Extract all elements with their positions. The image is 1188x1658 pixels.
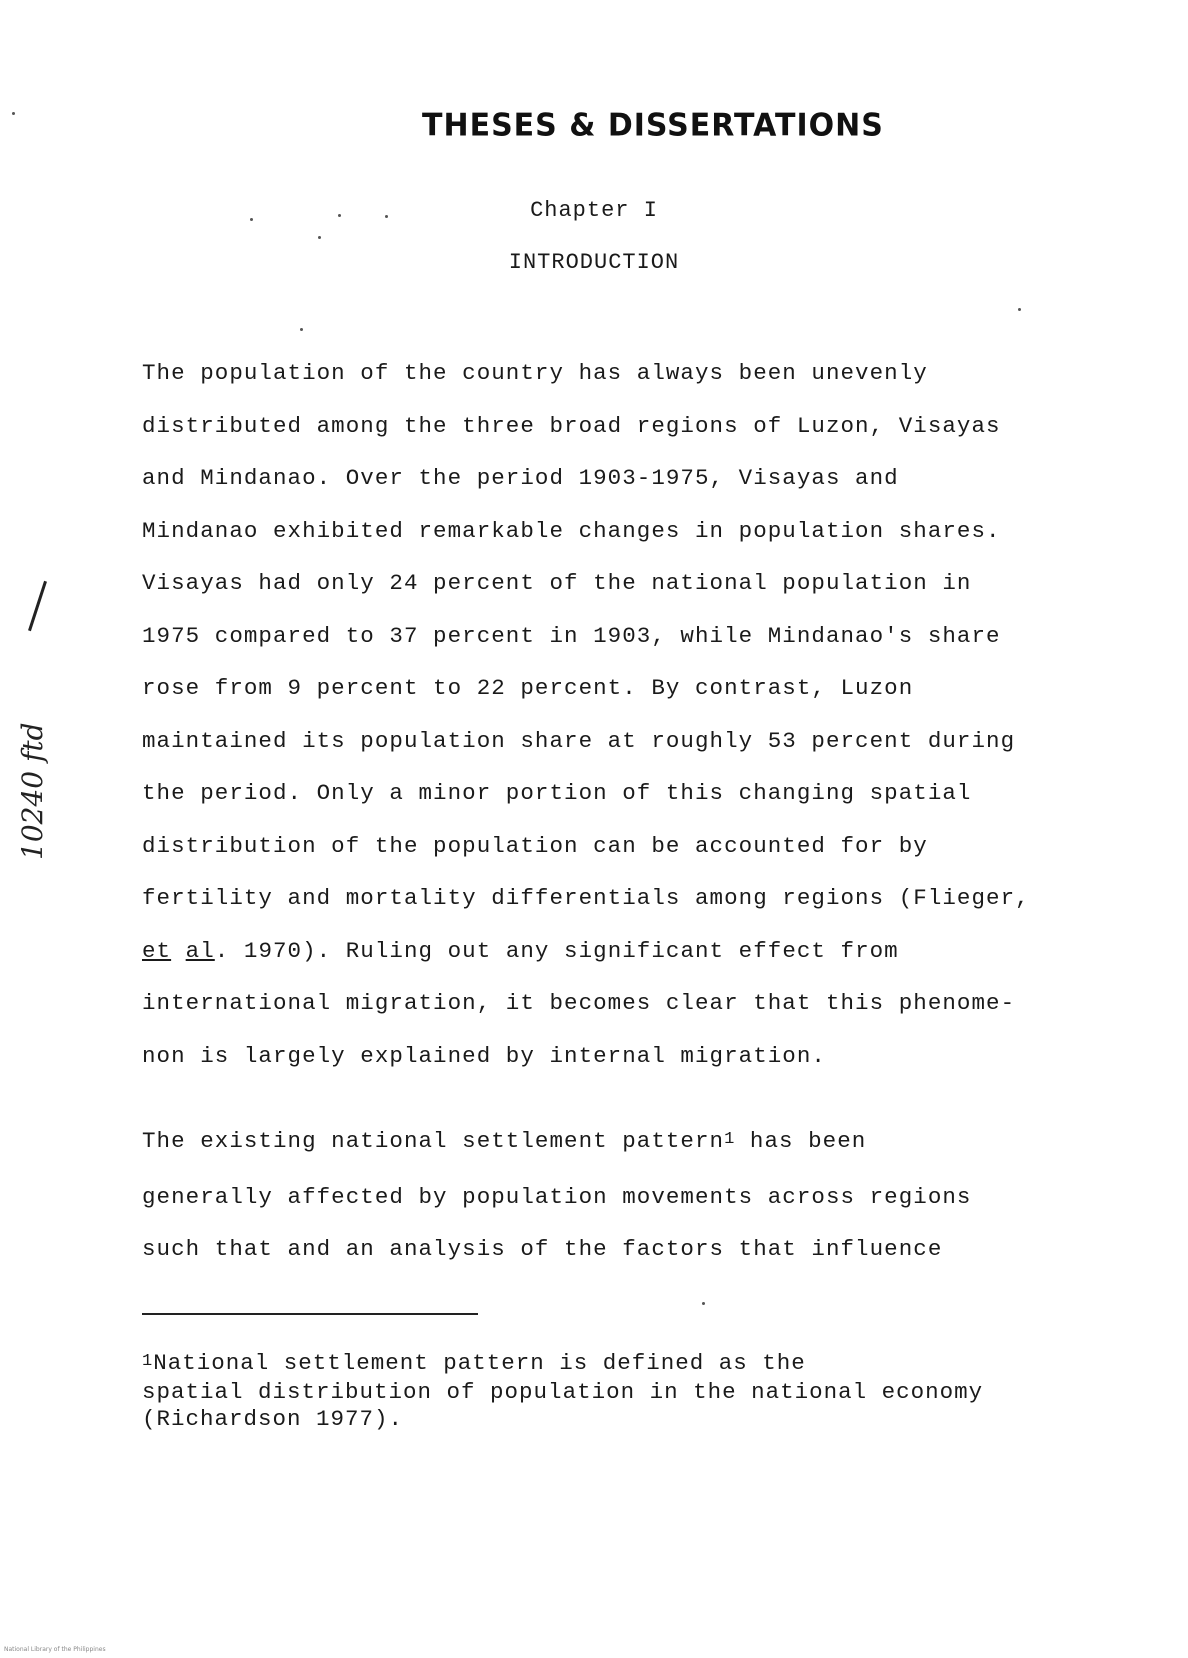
footnote-line: National settlement pattern is defined as the: [153, 1350, 806, 1376]
citation-rest: . 1970). Ruling out any significant effect from: [214, 937, 899, 964]
paragraph-1-line: 1975 compared to 37 percent in 1903, while Mindanao's share: [142, 622, 1001, 649]
paragraph-1-line: Visayas had only 24 percent of the national population in: [142, 570, 972, 596]
paragraph-1-line: international migration, it becomes clear that this phenome-: [142, 990, 1016, 1016]
pencil-slash-mark: [28, 581, 47, 631]
paragraph-2-line: has been: [735, 1128, 867, 1154]
paragraph-1-line: non is largely explained by internal migration.: [142, 1042, 826, 1069]
chapter-number: Chapter I: [530, 198, 658, 223]
paragraph-2-line: The existing national settlement pattern: [142, 1128, 725, 1154]
paragraph-1-line: distribution of the population can be accounted for by: [142, 832, 928, 859]
scan-speck: [702, 1302, 705, 1305]
scan-speck: [250, 218, 253, 221]
scan-speck: [318, 236, 321, 239]
paragraph-1-line: fertility and mortality differentials among regions (Flieger,: [142, 885, 1030, 911]
footnote-divider: [142, 1313, 478, 1315]
paragraph-1-line: and Mindanao. Over the period 1903-1975, Visayas and: [142, 465, 899, 491]
paragraph-1: [142, 347, 1122, 1082]
paragraph-2: [142, 1115, 1122, 1276]
footnote-number: 1: [142, 1352, 154, 1371]
paragraph-2-line: generally affected by population movements across regions: [142, 1183, 972, 1210]
footnote-marker: 1: [724, 1130, 736, 1149]
scan-speck: [12, 112, 15, 115]
scan-credit: National Library of the Philippines: [4, 1646, 106, 1653]
paragraph-1-line: rose from 9 percent to 22 percent. By contrast, Luzon: [142, 675, 914, 701]
footnote: [142, 1350, 1142, 1433]
theses-dissertations-stamp: THESES & DISSERTATIONS: [422, 107, 884, 144]
paragraph-1-line: maintained its population share at roughly 53 percent during: [142, 727, 1016, 754]
scan-speck: [338, 214, 341, 217]
footnote-line: spatial distribution of population in the national economy: [142, 1379, 984, 1405]
paragraph-1-line: distributed among the three broad regions of Luzon, Visayas: [142, 412, 1001, 439]
paragraph-1-line: The population of the country has always been unevenly: [142, 360, 928, 386]
paragraph-1-line: the period. Only a minor portion of this changing spatial: [142, 780, 972, 806]
paragraph-1-line: Mindanao exhibited remarkable changes in population shares.: [142, 517, 1001, 544]
scan-speck: [300, 328, 303, 331]
scan-speck: [385, 215, 388, 218]
chapter-title: INTRODUCTION: [508, 250, 680, 275]
handwritten-margin-note: 10240 ftd: [16, 722, 49, 860]
citation-et: et: [142, 937, 172, 964]
footnote-line: (Richardson 1977).: [142, 1406, 404, 1432]
citation-al: al: [185, 937, 215, 964]
scan-speck: [1018, 308, 1021, 311]
paragraph-2-line: such that and an analysis of the factors that influence: [142, 1236, 943, 1262]
